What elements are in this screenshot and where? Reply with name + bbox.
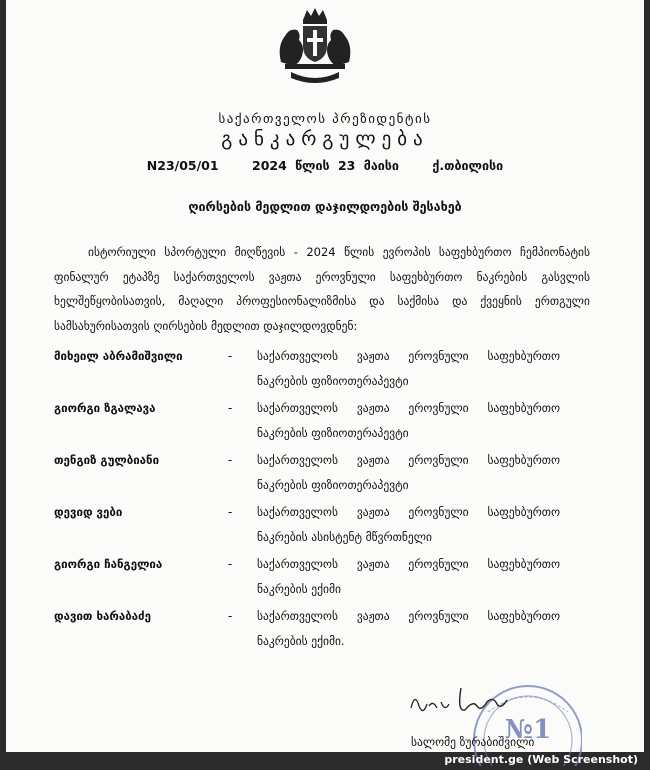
awardee-name: გიორგი ჩანგელია — [54, 557, 163, 571]
stamp-number: №1 — [504, 715, 552, 745]
awardee-row — [54, 500, 602, 552]
source-credit: president.ge (Web Screenshot) — [444, 753, 638, 766]
separator-dash: - — [228, 401, 233, 415]
awardee-name: გიორგი ზგალავა — [54, 401, 156, 415]
decree-body: ისტორიული სპორტული მიღწევის - 2024 წლის ევროპის საფეხბურთო ჩემპიონატის ფინალურ ეტაპზე საქართველოს ვაჟთა ეროვნული საფეხბურთო ნაკრების გასვლის ხელშეწყობისათვის, მაღალი პროფესიონალიზმისა და საქმისა და ქვეყნის ერთგული სამსახურისათვის ღირსების მედლით დაჯილდოვდნენ: — [54, 245, 590, 333]
awardee-row — [54, 604, 602, 656]
awardee-name: დავით ხარაბაძე — [54, 609, 151, 623]
decree-subject: ღირსების მედლით დაჯილდოების შესახებ — [188, 199, 462, 214]
signature-image — [407, 682, 517, 722]
decree-number: N23/05/01 — [146, 158, 219, 173]
awardee-list — [54, 344, 602, 656]
awardee-row — [54, 552, 602, 604]
decree-date: 2024 წლის 23 მაისი — [252, 158, 399, 173]
document-type: განკარგულება — [221, 128, 429, 150]
awardee-role: საქართველოს ვაჟთა ეროვნული საფეხბურთო ნაკრების ექიმი — [257, 557, 560, 596]
awardee-role: საქართველოს ვაჟთა ეროვნული საფეხბურთო ნაკრების ექიმი. — [257, 609, 560, 648]
separator-dash: - — [228, 453, 233, 467]
signer-name: სალომე ზურაბიშვილი — [411, 735, 535, 749]
awardee-name: დევიდ ვები — [54, 505, 123, 519]
awardee-role: საქართველოს ვაჟთა ეროვნული საფეხბურთო ნაკრების ასისტენტ მწვრთნელი — [257, 505, 560, 544]
awardee-row — [54, 344, 602, 396]
separator-dash: - — [228, 557, 233, 571]
decree-place: ქ.თბილისი — [432, 158, 504, 173]
issuer-title: საქართველოს პრეზიდენტის — [218, 112, 432, 127]
separator-dash: - — [228, 505, 233, 519]
coat-of-arms-emblem — [269, 6, 361, 86]
separator-dash: - — [228, 349, 233, 363]
separator-dash: - — [228, 609, 233, 623]
awardee-name: მიხეილ აბრამიშვილი — [54, 349, 183, 363]
awardee-role: საქართველოს ვაჟთა ეროვნული საფეხბურთო ნაკრების ფიზიოთერაპევტი — [257, 349, 560, 388]
awardee-row — [54, 396, 602, 448]
awardee-role: საქართველოს ვაჟთა ეროვნული საფეხბურთო ნაკრების ფიზიოთერაპევტი — [257, 401, 560, 440]
decree-page — [6, 0, 644, 752]
awardee-role: საქართველოს ვაჟთა ეროვნული საფეხბურთო ნაკრების ფიზიოთერაპევტი — [257, 453, 560, 492]
reference-line — [6, 158, 644, 173]
awardee-name: თენგიზ გულბიანი — [54, 453, 160, 467]
awardee-row — [54, 448, 602, 500]
